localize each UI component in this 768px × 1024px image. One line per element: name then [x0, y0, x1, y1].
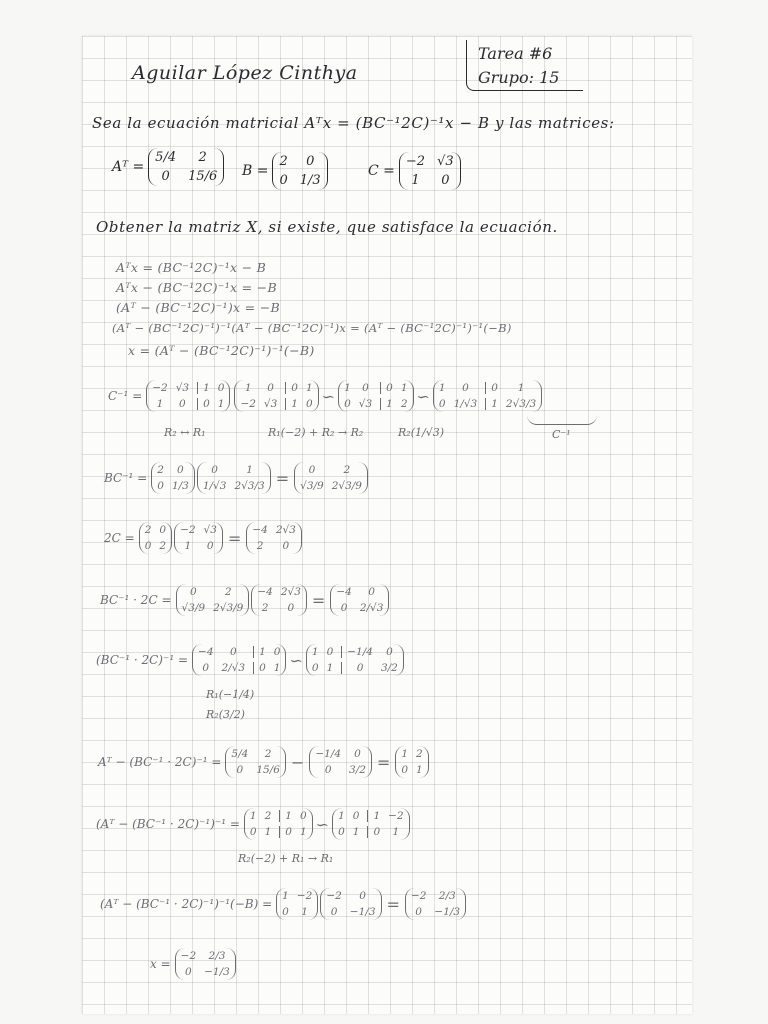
- cell: 0: [362, 382, 369, 394]
- matrix-B-body: [272, 152, 327, 190]
- cell: 0: [282, 906, 289, 918]
- cell: 15/6: [256, 764, 280, 776]
- at-minus-m1: [225, 746, 286, 778]
- cell: 0: [341, 662, 373, 674]
- cell: 1: [184, 540, 192, 552]
- assignment-title: Tarea #6: [478, 44, 553, 63]
- twoc-res: [246, 522, 302, 554]
- cell: 1: [264, 826, 272, 838]
- cell: 0: [287, 602, 295, 614]
- cell: 2/3: [438, 890, 456, 902]
- cell: −1/3: [434, 906, 461, 918]
- matrix-B: [242, 152, 328, 190]
- cell: 1: [352, 826, 360, 838]
- cell: 0: [189, 586, 197, 598]
- cell: 1: [197, 382, 210, 394]
- row-op: R₂(1/√3): [398, 426, 444, 439]
- derivation-step-2: Aᵀx − (BC⁻¹2C)⁻¹x = −B: [116, 280, 277, 295]
- cell: 1: [400, 382, 408, 394]
- final-product-row: [100, 888, 466, 920]
- cell: 0: [249, 826, 257, 838]
- equivalence-symbol: ∽: [321, 386, 336, 406]
- cell: 1: [305, 382, 313, 394]
- matrix-C: [368, 152, 461, 190]
- equivalence-symbol: ∽: [416, 386, 430, 406]
- bcinv2c-m2: [251, 584, 307, 616]
- cell: 1: [301, 906, 308, 918]
- final-product-label: (Aᵀ − (BC⁻¹ · 2C)⁻¹)⁻¹(−B) =: [100, 897, 273, 911]
- cell: 2: [144, 524, 152, 536]
- cinv-brace: [527, 414, 597, 425]
- cell: 0: [157, 480, 164, 492]
- cinv-aug-4: [433, 380, 542, 412]
- cell: 0: [267, 382, 274, 394]
- cell: 2: [256, 540, 264, 552]
- cell: 1: [282, 890, 289, 902]
- derivation-step-4: (Aᵀ − (BC⁻¹2C)⁻¹)⁻¹(Aᵀ − (BC⁻¹2C)⁻¹)x = (Aᵀ − (BC⁻¹2C)⁻¹)⁻¹(−B): [112, 321, 512, 335]
- cell: 0: [185, 966, 192, 978]
- instruction: Obtener la matriz X, si existe, que satisface la ecuación.: [96, 218, 558, 236]
- row-op: R₁(−2) + R₂ → R₂: [268, 426, 364, 439]
- cell: 1: [392, 826, 400, 838]
- matrix-C-label: C =: [368, 163, 395, 179]
- cell: 1: [311, 646, 319, 658]
- at-minus-row: [98, 746, 429, 778]
- matrix-AT-body: [148, 148, 224, 186]
- cell: −2: [180, 524, 196, 536]
- cell: 2/√3: [221, 662, 246, 674]
- cell: 2√3: [275, 524, 296, 536]
- cell: −4: [252, 524, 268, 536]
- cell: 0: [144, 540, 152, 552]
- cell: 0: [217, 382, 225, 394]
- cinv-aug-1: [146, 380, 230, 412]
- cell: 1: [244, 382, 252, 394]
- cell: √3/9: [181, 602, 206, 614]
- cell: −4: [198, 646, 214, 658]
- cell: 1: [253, 646, 266, 658]
- cell: −2: [388, 810, 404, 822]
- answer-label: x =: [150, 957, 171, 971]
- at-minus-inv-label: (Aᵀ − (BC⁻¹ · 2C)⁻¹)⁻¹ =: [96, 817, 240, 831]
- answer-row: [150, 948, 236, 980]
- equals-sign: =: [311, 590, 326, 610]
- bcinv2c-m1: [176, 584, 250, 616]
- cell: −2: [240, 398, 256, 410]
- cinv-row: [108, 380, 542, 412]
- cell: 0: [202, 662, 210, 674]
- twoc-m1: [139, 522, 172, 554]
- twoc-m2: [174, 522, 223, 554]
- twoc-row: [104, 522, 302, 554]
- cell: 2: [157, 464, 164, 476]
- cell: 1: [438, 382, 446, 394]
- cell: 1: [299, 826, 307, 838]
- cell: 0: [236, 764, 244, 776]
- cell: 1: [285, 398, 298, 410]
- cell: 0: [279, 826, 292, 838]
- row-op: R₁(−1/4): [206, 688, 255, 701]
- equals-sign: =: [376, 752, 391, 772]
- cell: 0: [179, 398, 186, 410]
- cell: 1: [416, 764, 423, 776]
- student-name: Aguilar López Cinthya: [132, 62, 358, 84]
- cell: √3/9: [300, 480, 324, 492]
- at-minus-label: Aᵀ − (BC⁻¹ · 2C)⁻¹ =: [98, 755, 222, 769]
- cell: 2√3/3: [505, 398, 537, 410]
- equals-sign: =: [227, 528, 242, 548]
- cell: 1: [246, 464, 253, 476]
- bcinv2c-res: [330, 584, 389, 616]
- cell: 1: [411, 173, 420, 188]
- cell: 1: [485, 398, 498, 410]
- cell: 0: [308, 464, 316, 476]
- bcinv-m1: [151, 462, 195, 494]
- cell: 0: [285, 382, 298, 394]
- cell: −1/4: [315, 748, 342, 760]
- twoc-label: 2C =: [104, 531, 135, 545]
- bcinv-m2: [197, 462, 271, 494]
- bcinv2c-inv-aug-1: [192, 644, 286, 676]
- cell: 1: [273, 662, 281, 674]
- cell: 1/3: [171, 480, 189, 492]
- cell: 0: [299, 810, 307, 822]
- cell: −2: [152, 382, 168, 394]
- cell: 0: [282, 540, 290, 552]
- cell: 2: [159, 540, 167, 552]
- cell: 0: [229, 646, 237, 658]
- cell: 0: [326, 646, 334, 658]
- row-op: R₂(3/2): [206, 708, 245, 721]
- cell: 2√3/9: [331, 480, 362, 492]
- cell: 2: [400, 398, 408, 410]
- cell: 1: [279, 810, 292, 822]
- matrix-B-label: B =: [242, 163, 269, 179]
- bcinv2c-inv-aug-2: [306, 644, 404, 676]
- cell: 2√3/3: [234, 480, 265, 492]
- cell: 0: [305, 398, 313, 410]
- cell: √3: [263, 398, 278, 410]
- cell: −1/3: [204, 966, 230, 978]
- cell: 1: [217, 398, 225, 410]
- cell: 5/4: [231, 748, 249, 760]
- cell: −4: [257, 586, 273, 598]
- matrix-AT: [112, 148, 224, 186]
- cell: 2: [264, 748, 272, 760]
- cell: √3: [358, 398, 373, 410]
- cell: 0: [359, 890, 366, 902]
- cell: 1: [326, 662, 334, 674]
- bcinv-res: [294, 462, 368, 494]
- cell: 0: [161, 169, 170, 184]
- at-minus-res: [395, 746, 428, 778]
- cell: 0: [415, 906, 422, 918]
- problem-statement: Sea la ecuación matricial Aᵀx = (BC⁻¹2C)⁻¹x − B y las matrices:: [92, 114, 615, 132]
- at-minus-m2: [309, 746, 372, 778]
- cell: 0: [311, 662, 319, 674]
- cell: 0: [211, 464, 218, 476]
- at-minus-inv-aug-2: [332, 808, 410, 840]
- cell: 0: [279, 173, 288, 188]
- final-product-res: [405, 888, 466, 920]
- cell: 0: [338, 826, 345, 838]
- cell: 0: [197, 398, 210, 410]
- cinv-aug-2: [234, 380, 318, 412]
- at-minus-inv-row: [96, 808, 410, 840]
- cinv-label: C⁻¹ =: [108, 389, 143, 403]
- cell: 2: [343, 464, 351, 476]
- cell: 1: [338, 810, 345, 822]
- cell: 1: [156, 398, 164, 410]
- cinv-aug-3: [338, 380, 413, 412]
- bcinv-row: [104, 462, 368, 494]
- cell: 0: [367, 826, 380, 838]
- equals-sign: =: [386, 894, 400, 914]
- answer-matrix: [175, 948, 236, 980]
- final-product-m1: [276, 888, 318, 920]
- cell: 1: [367, 810, 380, 822]
- cell: 0: [253, 662, 266, 674]
- cell: 5/4: [155, 150, 177, 165]
- cell: 0: [386, 646, 393, 658]
- bcinv2c-row: [100, 584, 389, 616]
- cell: 2: [264, 810, 272, 822]
- cell: −2: [410, 890, 427, 902]
- cell: √3: [175, 382, 190, 394]
- cell: 0: [462, 382, 469, 394]
- cell: 0: [380, 382, 393, 394]
- cell: 0: [206, 540, 214, 552]
- cell: 1/√3: [453, 398, 478, 410]
- cell: 0: [159, 524, 167, 536]
- cell: 3/2: [349, 764, 366, 776]
- derivation-step-5: x = (Aᵀ − (BC⁻¹2C)⁻¹)⁻¹(−B): [128, 343, 315, 358]
- cell: −2: [180, 950, 197, 962]
- cell: 2: [279, 154, 288, 169]
- cell: −2: [326, 890, 342, 902]
- cell: 1/3: [299, 173, 321, 188]
- row-op: R₂(−2) + R₁ → R₁: [238, 852, 334, 865]
- cell: 0: [441, 173, 450, 188]
- row-op: R₂ ↔ R₁: [164, 426, 206, 439]
- cell: 0: [485, 382, 498, 394]
- equals-sign: =: [275, 468, 290, 488]
- cell: −4: [336, 586, 352, 598]
- cell: 1: [380, 398, 393, 410]
- cell: 2: [198, 150, 207, 165]
- final-product-m2: [320, 888, 381, 920]
- bcinv-label: BC⁻¹ =: [104, 471, 148, 485]
- cell: 0: [354, 748, 361, 760]
- bcinv2c-inv-label: (BC⁻¹ · 2C)⁻¹ =: [96, 653, 189, 667]
- cell: 0: [273, 646, 281, 658]
- cell: 2: [261, 602, 269, 614]
- cell: 0: [368, 586, 375, 598]
- cell: −2: [296, 890, 313, 902]
- cell: 0: [306, 154, 315, 169]
- cell: 2: [224, 586, 232, 598]
- cell: 0: [330, 906, 338, 918]
- cell: −1/3: [349, 906, 376, 918]
- matrix-AT-label: Aᵀ =: [112, 159, 145, 175]
- group-label: Grupo: 15: [478, 68, 560, 87]
- bcinv2c-label: BC⁻¹ · 2C =: [100, 593, 172, 607]
- matrix-C-body: [399, 152, 461, 190]
- derivation-step-3: (Aᵀ − (BC⁻¹2C)⁻¹)x = −B: [116, 300, 280, 315]
- cell: 1/√3: [202, 480, 227, 492]
- cell: 0: [352, 810, 360, 822]
- cell: 1: [517, 382, 525, 394]
- equivalence-symbol: ∽: [289, 650, 303, 670]
- derivation-step-1: Aᵀx = (BC⁻¹2C)⁻¹x − B: [116, 260, 267, 275]
- cell: 2: [416, 748, 423, 760]
- at-minus-inv-aug-1: [244, 808, 313, 840]
- cell: 1: [249, 810, 257, 822]
- cell: 2/√3: [359, 602, 384, 614]
- equivalence-symbol: ∽: [315, 814, 330, 834]
- cell: 1: [344, 382, 351, 394]
- cell: √3: [437, 154, 454, 169]
- cell: 0: [344, 398, 351, 410]
- cell: 0: [438, 398, 446, 410]
- cell: −2: [405, 154, 426, 169]
- cell: 1: [401, 748, 409, 760]
- cell: 2/3: [208, 950, 226, 962]
- cinv-result-label: C⁻¹: [552, 428, 571, 441]
- minus-sign: −: [290, 752, 305, 772]
- cell: 2√3: [280, 586, 301, 598]
- cell: 3/2: [380, 662, 398, 674]
- cell: 0: [177, 464, 184, 476]
- cell: −1/4: [341, 646, 373, 658]
- cell: 0: [401, 764, 409, 776]
- cell: 15/6: [188, 169, 218, 184]
- cell: √3: [203, 524, 217, 536]
- cell: 0: [324, 764, 332, 776]
- cell: 0: [340, 602, 348, 614]
- bcinv2c-inv-row: [96, 644, 404, 676]
- cell: 2√3/9: [213, 602, 244, 614]
